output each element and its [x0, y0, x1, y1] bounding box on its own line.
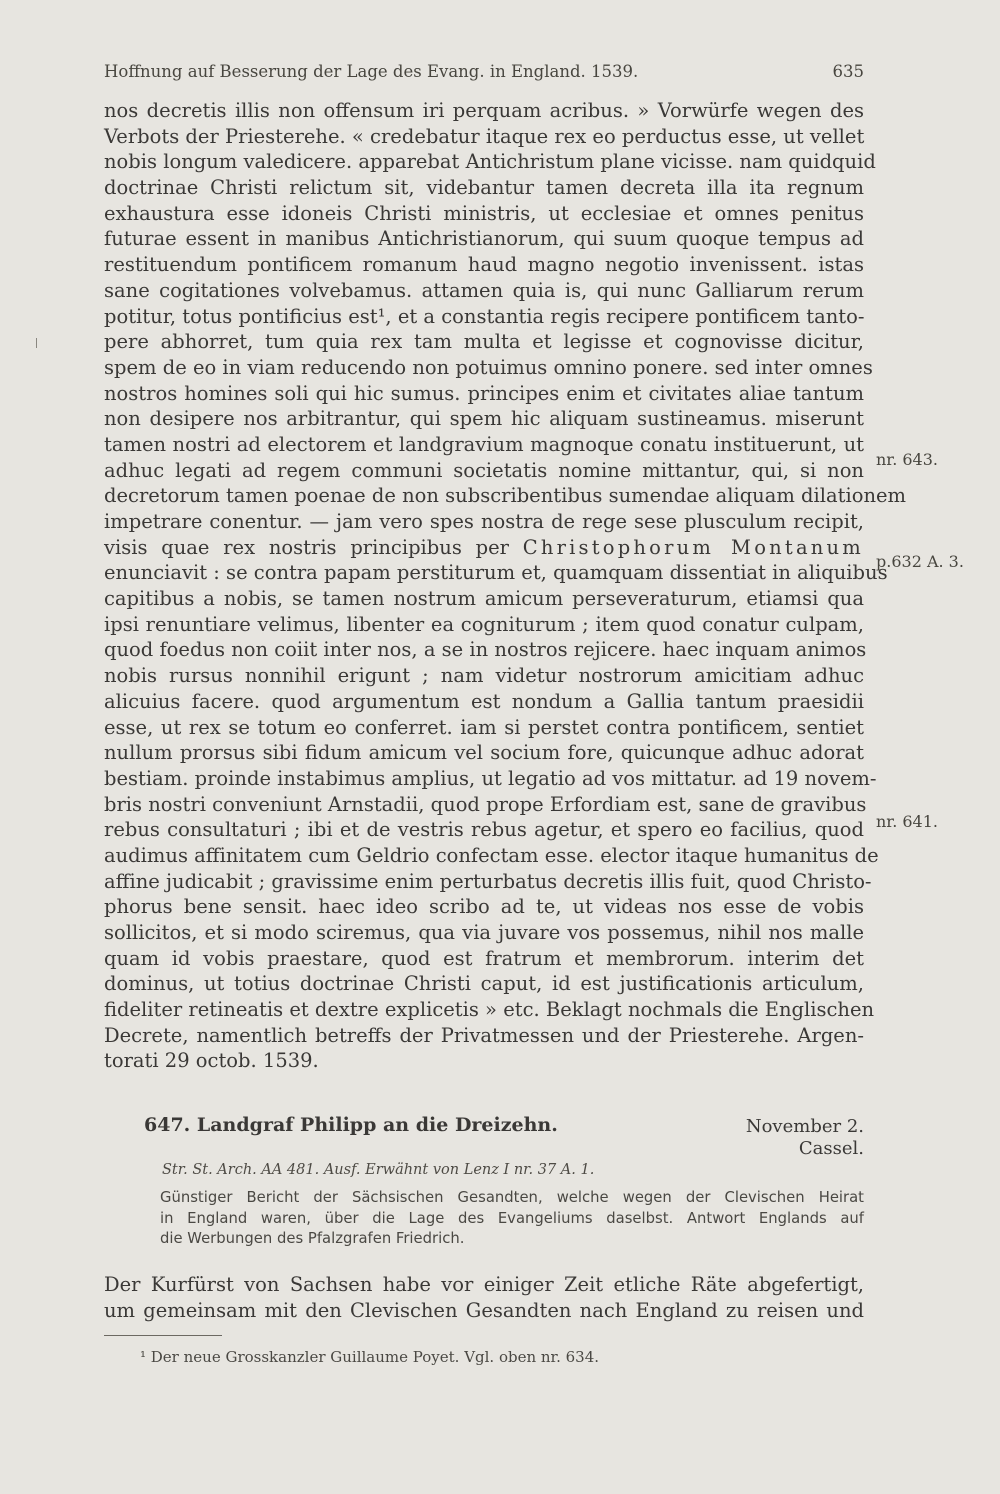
entry-text: [104, 1272, 864, 1323]
text-line: nostros homines soli qui hic sumus. principes enim et civitates aliae tantum: [104, 381, 864, 405]
text-line: fideliter retineatis et dextre explicetis » etc. Beklagt nochmals die Englischen: [104, 998, 875, 1022]
text-line: ipsi renuntiare velimus, libenter ea cogniturum ; item quod conatur culpam,: [104, 612, 864, 636]
margin-note: nr. 641.: [876, 812, 938, 831]
text-line: decretorum tamen poenae de non subscribentibus sumendae aliquam dilationem: [104, 484, 907, 508]
summary-line: Günstiger Bericht der Sächsischen Gesandten, welche wegen der Clevischen Heirat: [160, 1189, 864, 1206]
text-line: Verbots der Priesterehe. « credebatur itaque rex eo perductus esse, ut vellet: [104, 124, 865, 148]
montanum-line-prefix: visis quae rex nostris principibus per: [104, 535, 509, 559]
text-line: non desipere nos arbitrantur, qui spem hic aliquam sustineamus. miserunt: [104, 407, 864, 431]
text-line: Decrete, namentlich betreffs der Privatmessen und der Priesterehe. Argen-: [104, 1023, 864, 1047]
text-line: doctrinae Christi relictum sit, videbantur tamen decreta illa ita regnum: [104, 176, 864, 200]
summary-line: die Werbungen des Pfalzgrafen Friedrich.: [160, 1230, 465, 1247]
text-line: rebus consultaturi ; ibi et de vestris rebus agetur, et spero eo facilius, quod: [104, 818, 864, 842]
entry-date: November 2.: [745, 1116, 864, 1137]
entry-place: Cassel.: [798, 1138, 864, 1159]
text-line: quod foedus non coiit inter nos, a se in nostros rejicere. haec inquam animos: [104, 638, 867, 662]
text-line: spem de eo in viam reducendo non potuimus omnino ponere. sed inter omnes: [104, 355, 873, 379]
footnote-divider: [104, 1335, 222, 1336]
entry-heading: 647. Landgraf Philipp an die Dreizehn.: [144, 1114, 558, 1136]
text-line-montanum: [104, 535, 864, 561]
text-line: tamen nostri ad electorem et landgravium magnoque conatu instituerunt, ut: [104, 432, 864, 456]
text-line: quam id vobis praestare, quod est fratrum et membrorum. interim det: [104, 946, 864, 970]
text-line: potitur, totus pontificius est¹, et a constantia regis recipere pontificem tanto-: [104, 304, 865, 328]
text-line: sollicitos, et si modo sciremus, qua via juvare vos possemus, nihil nos malle: [104, 921, 864, 944]
source-reference: Str. St. Arch. AA 481. Ausf. Erwähnt von Lenz I nr. 37 A. 1.: [162, 1162, 595, 1178]
text-line: nobis rursus nonnihil erigunt ; nam videtur nostrorum amicitiam adhuc: [104, 664, 864, 688]
text-line: audimus affinitatem cum Geldrio confectam esse. elector itaque humanitus de: [104, 843, 879, 867]
summary-line: in England waren, über die Lage des Evangeliums daselbst. Antwort Englands auf: [160, 1209, 864, 1227]
person-name-spaced: Christophorum Montanum: [522, 535, 864, 559]
text-line: nullum prorsus sibi fidum amicum vel socium fore, quicunque adhuc adorat: [104, 741, 864, 765]
text-line: um gemeinsam mit den Clevischen Gesandten nach England zu reisen und: [104, 1298, 864, 1322]
text-line: torati 29 octob. 1539.: [104, 1049, 319, 1073]
text-line: phorus bene sensit. haec ideo scribo ad te, ut videas nos esse de vobis: [104, 895, 864, 919]
text-line: impetrare conentur. — jam vero spes nostra de rege sese plusculum recipit,: [104, 510, 864, 533]
text-line: esse, ut rex se totum eo conferret. iam si perstet contra pontificem, sentiet: [104, 715, 864, 739]
text-line: affine judicabit ; gravissime enim perturbatus decretis illis fuit, quod Christo-: [104, 869, 872, 893]
text-line: futurae essent in manibus Antichristianorum, qui suum quoque tempus ad: [104, 227, 864, 251]
text-line: adhuc legati ad regem communi societatis nomine mittantur, qui, si non: [104, 458, 864, 482]
margin-note: p.632 A. 3.: [876, 552, 964, 571]
text-line: bestiam. proinde instabimus amplius, ut legatio ad vos mittatur. ad 19 novem-: [104, 766, 877, 790]
text-line: enunciavit : se contra papam perstiturum et, quamquam dissentiat in aliquibus: [104, 561, 888, 585]
margin-mark: [36, 338, 37, 348]
text-line: dominus, ut totius doctrinae Christi caput, id est justificationis articulum,: [104, 972, 864, 996]
footnote: ¹ Der neue Grosskanzler Guillaume Poyet. Vgl. oben nr. 634.: [140, 1348, 600, 1366]
text-line: exhaustura esse idoneis Christi ministris, ut ecclesiae et omnes penitus: [104, 201, 864, 225]
entry-summary: [160, 1188, 864, 1250]
running-title: Hoffnung auf Besserung der Lage des Evang. in England. 1539.: [104, 62, 639, 81]
text-line: alicuius facere. quod argumentum est nondum a Gallia tantum praesidii: [104, 689, 864, 713]
text-line: nos decretis illis non offensum iri perquam acribus. » Vorwürfe wegen des: [104, 99, 864, 122]
entry-date-place: [746, 1116, 864, 1160]
text-line: Der Kurfürst von Sachsen habe vor einiger Zeit etliche Räte abgefertigt,: [104, 1273, 864, 1296]
text-line: sane cogitationes volvebamus. attamen quia is, qui nunc Galliarum rerum: [104, 278, 864, 302]
page-number: 635: [832, 62, 864, 81]
running-header: [104, 62, 864, 90]
text-line: restituendum pontificem romanum haud magno negotio invenissent. istas: [104, 253, 864, 277]
text-line: nobis longum valedicere. apparebat Antichristum plane vicisse. nam quidquid: [104, 150, 876, 174]
text-line: bris nostri conveniunt Arnstadii, quod prope Erfordiam est, sane de gravibus: [104, 792, 867, 816]
text-line: capitibus a nobis, se tamen nostrum amicum perseveraturum, etiamsi qua: [104, 587, 864, 611]
margin-note: nr. 643.: [876, 450, 938, 469]
text-line: pere abhorret, tum quia rex tam multa et legisse et cognovisse dicitur,: [104, 330, 864, 354]
